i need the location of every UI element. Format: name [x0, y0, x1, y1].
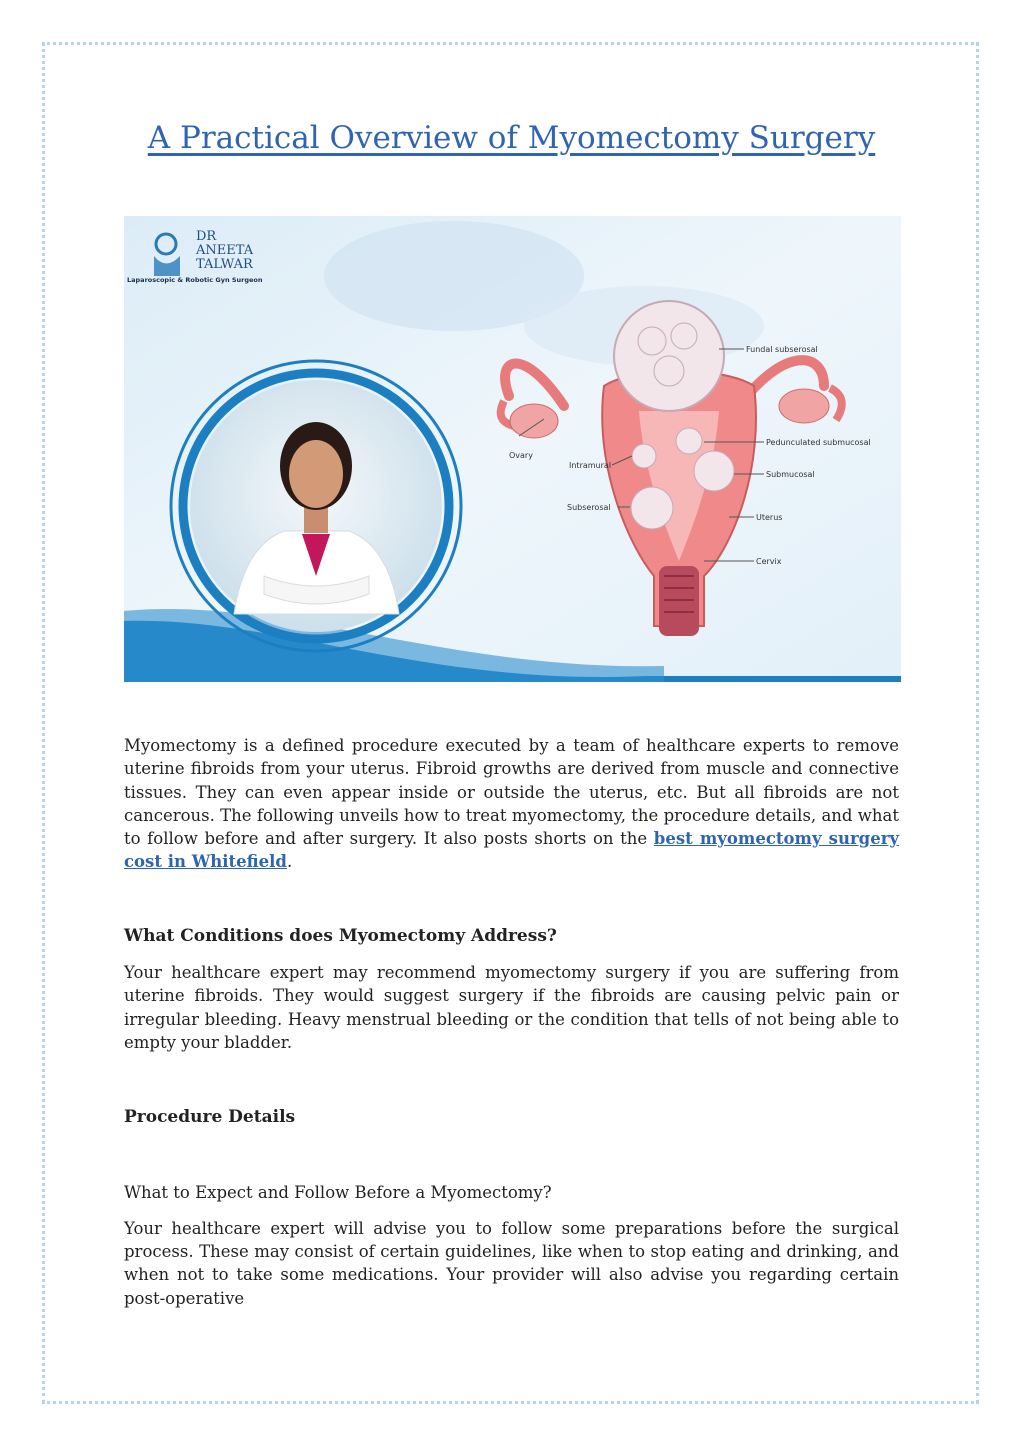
label-intramural: Intramural	[569, 461, 612, 470]
label-cervix: Cervix	[756, 557, 782, 566]
logo-line2: ANEETA	[196, 243, 254, 258]
hero-image	[124, 216, 901, 682]
cost-link[interactable]: best myomectomy surgery cost in Whitefield	[124, 829, 899, 872]
label-subserosal: Subserosal	[567, 503, 611, 512]
label-uterus: Uterus	[756, 513, 783, 522]
article-body	[124, 734, 899, 1310]
intro-text-end: .	[286, 852, 293, 872]
logo-line3: TALWAR	[196, 257, 253, 272]
label-ovary: Ovary	[509, 451, 533, 460]
label-pedunculated: Pedunculated submucosal	[766, 438, 871, 447]
label-submucosal: Submucosal	[766, 470, 815, 479]
intro-paragraph	[124, 734, 899, 874]
before-paragraph: Your healthcare expert will advise you to follow some preparations before the surgical process. These may consist of certain guidelines, like when to stop eating and drinking, and when not to take some medications. Your provider will also advise you regarding certain post-operative	[124, 1218, 899, 1308]
conditions-paragraph: Your healthcare expert may recommend myomectomy surgery if you are suffering from uterine fibroids. They would suggest surgery if the fibroids are causing pelvic pain or irregular bleeding. Heavy menstrual bleeding or the condition that tells of not being able to empty your bladder.	[124, 963, 899, 1052]
section-heading-procedure: Procedure Details	[124, 1107, 296, 1128]
section-heading-conditions: What Conditions does Myomectomy Address?	[124, 925, 557, 946]
logo-line1: DR	[196, 229, 217, 244]
subheading-before: What to Expect and Follow Before a Myomectomy?	[124, 1182, 552, 1202]
logo-tagline: Laparoscopic & Robotic Gyn Surgeon	[127, 276, 263, 284]
doctor-portrait	[171, 361, 461, 651]
label-fundal: Fundal subserosal	[746, 345, 818, 354]
intro-text: Myomectomy is a defined procedure executed by a team of healthcare experts to remove uterine fibroids from your uterus. Fibroid growths are derived from muscle and connective tissues. They can even appear inside or outside the uterus, etc. But all fibroids are not cancerous. The following unveils how to treat myomectomy, the procedure details, and what to follow before and after surgery. It also posts shorts on the	[124, 736, 899, 849]
page-title: A Practical Overview of Myomectomy Surgery	[147, 120, 876, 156]
